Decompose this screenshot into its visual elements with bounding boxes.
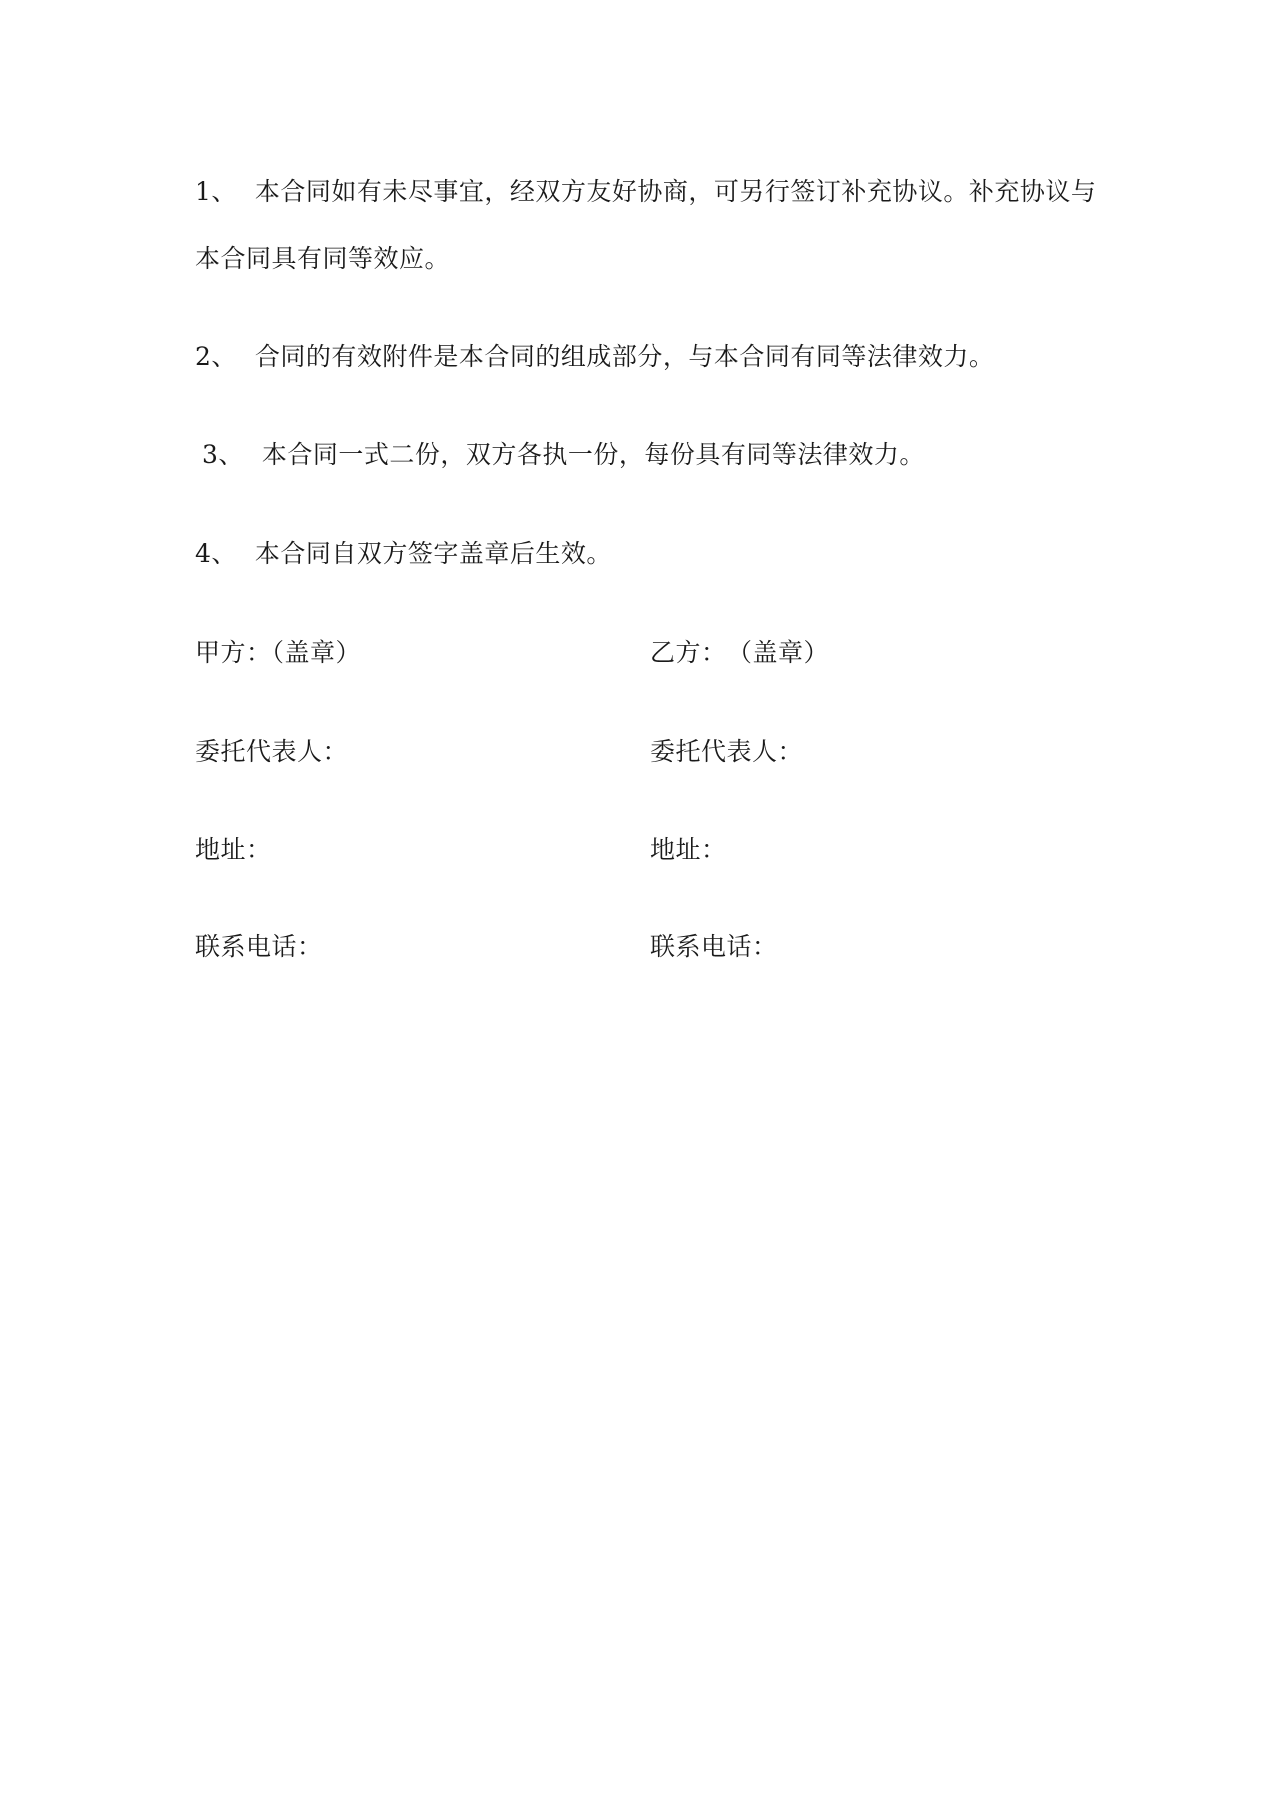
clause-4-number: 4、	[195, 539, 237, 568]
party-a-representative: 委托代表人：	[195, 737, 349, 766]
party-b-address: 地址：	[650, 835, 727, 864]
clause-2-text: 合同的有效附件是本合同的组成部分，与本合同有同等法律效力。	[254, 342, 995, 371]
clause-4-text: 本合同自双方签字盖章后生效。	[254, 539, 612, 568]
clause-1-text: 本合同如有未尽事宜，经双方友好协商，可另行签订补充协议。补充协议与	[254, 177, 1097, 206]
party-a-address: 地址：	[195, 835, 272, 864]
clause-2-number: 2、	[195, 342, 237, 371]
clause-4	[195, 537, 612, 571]
clause-3	[202, 438, 925, 472]
party-a-phone: 联系电话：	[195, 932, 323, 961]
clause-1-number: 1、	[195, 177, 237, 206]
clause-1-line-1	[195, 175, 1096, 209]
clause-3-number: 3、	[202, 440, 244, 469]
clause-1-line-2: 本合同具有同等效应。	[195, 244, 451, 273]
clause-3-text: 本合同一式二份，双方各执一份，每份具有同等法律效力。	[261, 440, 925, 469]
party-a-seal: 甲方：（盖章）	[195, 638, 362, 667]
clause-2	[195, 340, 994, 374]
party-b-representative: 委托代表人：	[650, 737, 804, 766]
party-b-seal: 乙方： （盖章）	[650, 638, 830, 667]
party-b-phone: 联系电话：	[650, 932, 778, 961]
